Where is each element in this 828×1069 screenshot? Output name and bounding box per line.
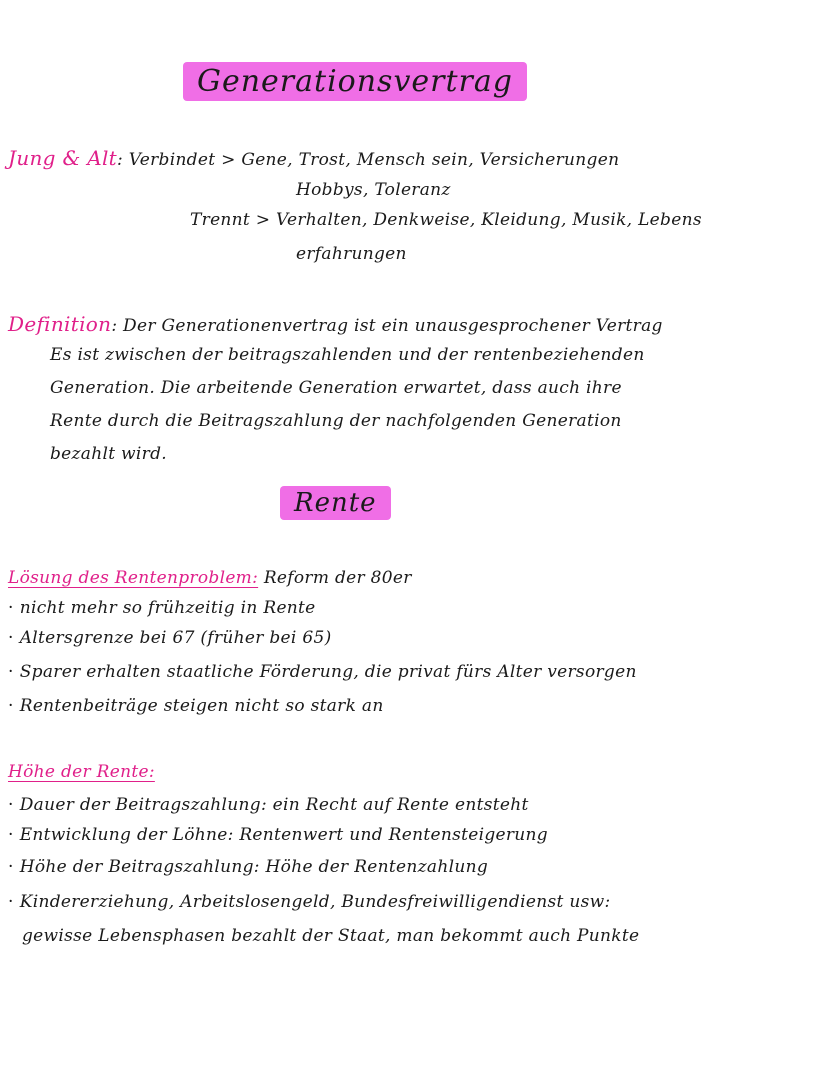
generations-verbindet-cont: Hobbys, Toleranz	[296, 180, 451, 200]
page-title: Generationsvertrag	[183, 62, 527, 101]
problem-text: Reform der 80er	[258, 568, 412, 588]
problem-item: · Sparer erhalten staatliche Förderung, die privat fürs Alter versorgen	[8, 662, 637, 682]
hoehe-item: · Höhe der Beitragszahlung: Höhe der Rentenzahlung	[8, 857, 488, 877]
rente-heading: Rente	[280, 486, 391, 520]
hoehe-item: · Kindererziehung, Arbeitslosengeld, Bundesfreiwilligendienst usw:	[8, 892, 610, 912]
generations-verbindet: : Verbindet > Gene, Trost, Mensch sein, Versicherungen	[116, 150, 620, 170]
definition-text-3: Generation. Die arbeitende Generation erwartet, dass auch ihre	[50, 378, 622, 398]
page-title-wrap	[183, 64, 527, 99]
definition-text-2: Es ist zwischen der beitragszahlenden und der rentenbeziehenden	[50, 345, 645, 365]
generations-line-1	[8, 146, 619, 170]
hoehe-item-cont: gewisse Lebensphasen bezahlt der Staat, man bekommt auch Punkte	[22, 926, 640, 946]
definition-text-4: Rente durch die Beitragszahlung der nachfolgenden Generation	[50, 411, 622, 431]
problem-line	[8, 568, 412, 588]
problem-item: · Altersgrenze bei 67 (früher bei 65)	[8, 628, 332, 648]
definition-text-5: bezahlt wird.	[50, 444, 167, 464]
definition-line-1	[8, 312, 663, 336]
problem-item: · nicht mehr so frühzeitig in Rente	[8, 598, 316, 618]
hoehe-item: · Dauer der Beitragszahlung: ein Recht auf Rente entsteht	[8, 795, 529, 815]
problem-item: · Rentenbeiträge steigen nicht so stark an	[8, 696, 384, 716]
definition-text-1: : Der Generationenvertrag ist ein unausgesprochener Vertrag	[111, 316, 663, 336]
problem-label: Lösung des Rentenproblem:	[8, 568, 259, 588]
rente-heading-wrap	[280, 488, 391, 518]
generations-trennt-cont: erfahrungen	[296, 244, 407, 264]
generations-trennt: Trennt > Verhalten, Denkweise, Kleidung, Musik, Lebens	[190, 210, 702, 230]
hoehe-line	[8, 762, 155, 782]
generations-label: Jung & Alt	[8, 146, 117, 170]
hoehe-item: · Entwicklung der Löhne: Rentenwert und Rentensteigerung	[8, 825, 548, 845]
hoehe-label: Höhe der Rente:	[8, 762, 155, 782]
definition-label: Definition	[8, 312, 112, 336]
